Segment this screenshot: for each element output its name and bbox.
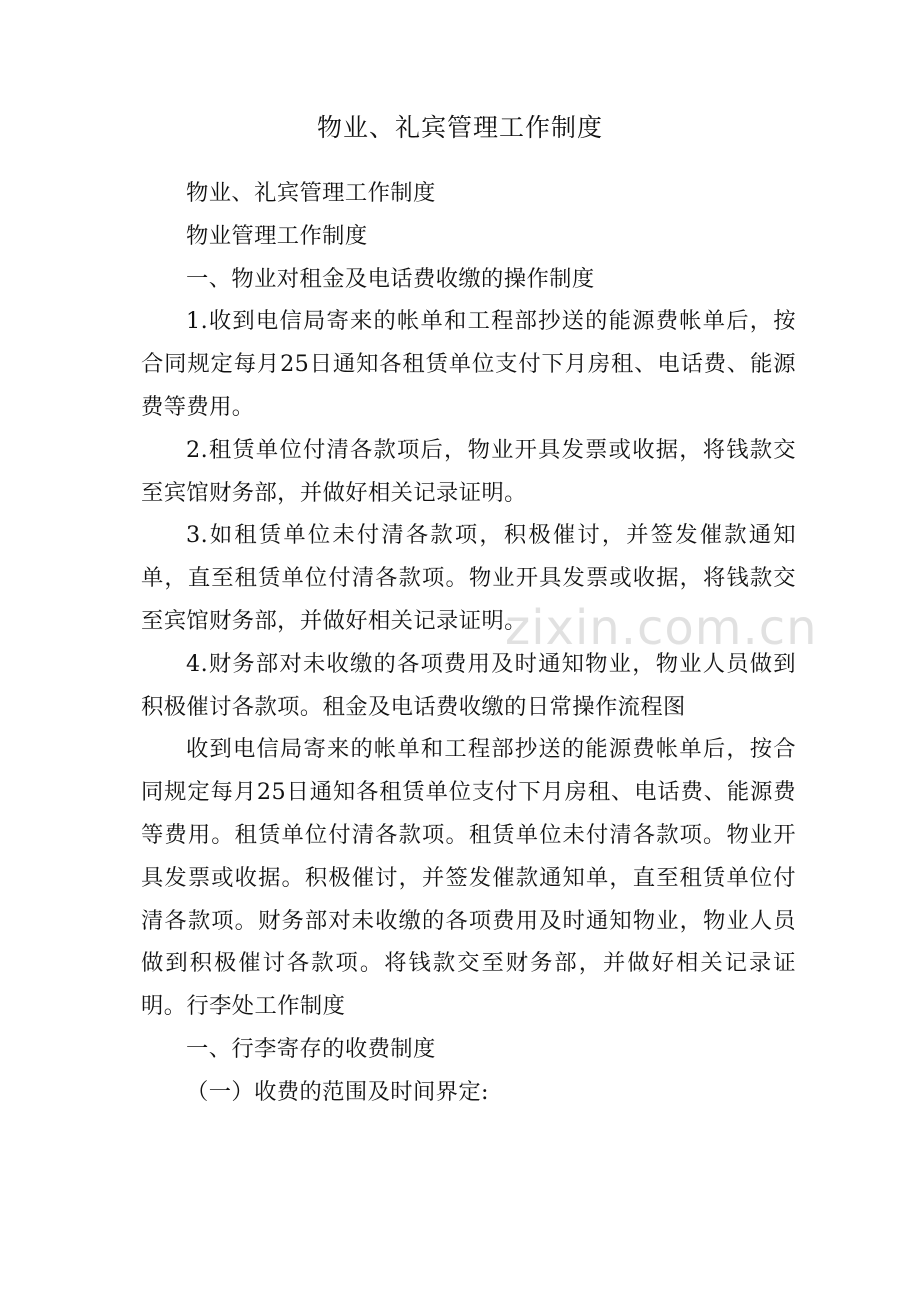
paragraph: 2.租赁单位付清各款项后，物业开具发票或收据，将钱款交至宾馆财务部，并做好相关记录证明。: [141, 436, 796, 506]
paragraph: 3.如租赁单位未付清各款项，积极催讨，并签发催款通知单，直至租赁单位付清各款项。物业开具发票或收据，将钱款交至宾馆财务部，并做好相关记录证明。: [141, 522, 796, 634]
paragraph: 物业、礼宾管理工作制度: [186, 180, 436, 206]
paragraph: 1.收到电信局寄来的帐单和工程部抄送的能源费帐单后，按合同规定每月25日通知各租赁单位支付下月房租、电话费、能源费等费用。: [141, 308, 796, 420]
paragraph: 一、物业对租金及电话费收缴的操作制度: [186, 265, 595, 292]
paragraph: 一、行李寄存的收费制度: [186, 1035, 436, 1062]
paragraph: （一）收费的范围及时间界定:: [186, 1078, 489, 1105]
paragraph: 收到电信局寄来的帐单和工程部抄送的能源费帐单后，按合同规定每月25日通知各租赁单位支付下月房租、电话费、能源费等费用。租赁单位付清各款项。租赁单位未付清各款项。物业开具发票或收据。积极催讨，并签发催款通知单，直至租赁单位付清各款项。财务部对未收缴的各项费用及时通知物业，物业人员做到积极催讨各款项。将钱款交至财务部，并做好相关记录证明。行李处工作制度: [141, 736, 796, 1020]
paragraph: 物业管理工作制度: [186, 222, 368, 249]
document-title: 物业、礼宾管理工作制度: [316, 113, 603, 142]
paragraph: 4.财务部对未收缴的各项费用及时通知物业，物业人员做到积极催讨各款项。租金及电话费收缴的日常操作流程图: [141, 650, 796, 720]
watermark: zixin.com.cn: [505, 600, 818, 656]
